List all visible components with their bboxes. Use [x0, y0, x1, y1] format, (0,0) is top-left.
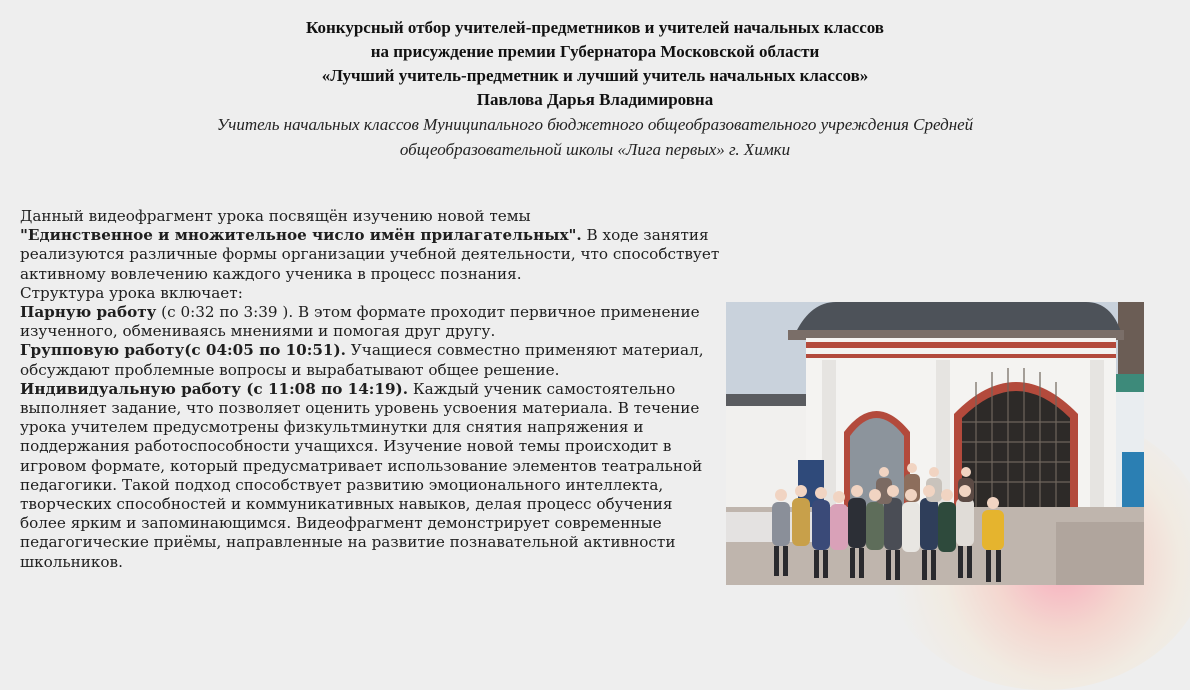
group-work-label: Групповую работу — [20, 341, 185, 360]
class-photo — [726, 302, 1144, 585]
page-header — [40, 16, 1150, 162]
structure-heading: Структура урока включает: — [20, 283, 243, 302]
group-work-time: (с 04:05 по 10:51). — [184, 341, 346, 360]
lesson-topic: "Единственное и множительное число имён прилагательных". — [20, 226, 582, 245]
individual-work-text: Каждый ученик самостоятельно выполняет задание, что позволяет оценить уровень усвоения материала. В течение урока учителем предусмотрены физкультминутки для снятия напряжения и поддержания работоспособности учащихся. Изучение новой темы происходит в игровом формате, который предусматривает использование элементов театральной педагогики. Такой подход способствует развитию эмоционального интеллекта, творческих способностей и коммуникативных навыков, делая процесс обучения более ярким и запоминающимся. Видеофрагмент демонстрирует современные педагогические приёмы, направленные на развитие познавательной активности школьников. — [20, 379, 703, 571]
pair-work-text: В этом формате проходит первичное применение изученного, обмениваясь мнениями и помогая друг другу. — [20, 303, 700, 341]
contest-title-line3: «Лучший учитель-предметник и лучший учитель начальных классов» — [321, 66, 869, 85]
pair-work-time: (с 0:32 по 3:39 ). — [156, 303, 294, 322]
group-work-text: Учащиеся совместно применяют материал, обсуждают проблемные вопросы и вырабатывают общее решение. — [20, 341, 704, 379]
intro-rest-text: В ходе занятия реализуются различные формы организации учебной деятельности, что способствует активному вовлечению каждого ученика в процесс познания. — [20, 226, 720, 283]
teacher-name: Павлова Дарья Владимировна — [476, 90, 714, 109]
individual-work-time: (с 11:08 по 14:19). — [240, 379, 408, 398]
contest-title-line1: Конкурсный отбор учителей-предметников и учителей начальных классов — [305, 18, 884, 37]
intro-text: Данный видеофрагмент урока посвящён изучению новой темы — [20, 207, 531, 225]
individual-work-label: Индивидуальную работу — [20, 379, 241, 398]
lesson-description — [20, 207, 720, 572]
teacher-position-line1: Учитель начальных классов Муниципального бюджетного общеобразовательного учреждения Средней — [216, 115, 974, 134]
teacher-position-line2: общеобразовательной школы «Лига первых» г. Химки — [399, 140, 791, 159]
pair-work-label: Парную работу — [20, 303, 157, 322]
contest-title-line2: на присуждение премии Губернатора Московской области — [370, 42, 820, 61]
class-photo-illustration — [726, 302, 1144, 585]
